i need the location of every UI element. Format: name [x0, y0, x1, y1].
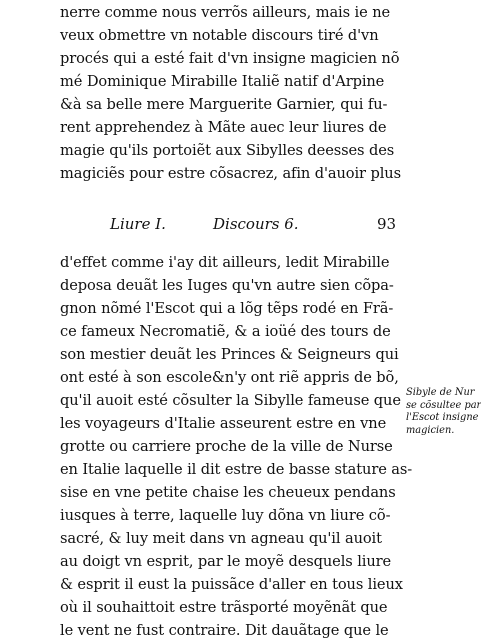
text-line: procés qui a esté fait d'vn insigne magicien nõ: [60, 50, 400, 67]
text-line: sacré, & luy meit dans vn agneau qu'il auoit: [60, 530, 382, 547]
text-line: grotte ou carriere proche de la ville de Nurse: [60, 438, 393, 455]
page-number: 93: [377, 215, 397, 233]
body-paragraph: [60, 251, 413, 642]
text-line: deposa deuãt les Iuges qu'vn autre sien cõpa-: [60, 277, 394, 294]
margin-note-line: magicien.: [406, 424, 455, 436]
text-line: magiciẽs pour estre cõsacrez, afin d'auoir plus: [60, 165, 401, 182]
text-line: son mestier deuãt les Princes & Seigneurs qui: [60, 346, 399, 363]
text-line: les voyageurs d'Italie asseurent estre en vne: [60, 415, 387, 432]
text-line: ce fameux Necromatiẽ, & a ioüé des tours de: [60, 323, 391, 340]
text-line: d'effet comme i'ay dit ailleurs, ledit Mirabille: [60, 254, 390, 271]
text-line: veux obmettre vn notable discours tiré d'vn: [60, 27, 379, 44]
text-line: en Italie laquelle il dit estre de basse stature as-: [60, 461, 413, 478]
text-line: rent apprehendez à Mãte auec leur liures de: [60, 119, 387, 136]
text-line: où il souhaittoit estre trãsporté moyẽnãt que: [60, 599, 388, 616]
text-line: nerre comme nous verrõs ailleurs, mais ie ne: [60, 4, 391, 21]
text-line: magie qu'ils portoiẽt aux Sibylles deesses des: [60, 142, 395, 159]
text-line: qu'il auoit esté cõsulter la Sibylle fameuse que: [60, 392, 401, 409]
text-line: &à sa belle mere Marguerite Garnier, qui fu-: [60, 96, 388, 113]
text-line: iusques à terre, laquelle luy dõna vn liure cõ-: [60, 507, 391, 524]
top-paragraph: [60, 1, 405, 185]
margin-note-line: l'Escot insigne: [406, 412, 479, 423]
text-line: sise en vne petite chaise les cheueux pendans: [60, 484, 396, 501]
text-line: ont esté à son escole&n'y ont riẽ appris de bõ,: [60, 369, 399, 386]
margin-note-line: Sibyle de Nur: [406, 387, 475, 398]
header-discourse-label: Discours 6.: [213, 215, 299, 233]
text-line: le vent ne fust contraire. Dit dauãtage que le: [60, 622, 389, 639]
text-line: au doigt vn esprit, par le moyẽ desquels liure: [60, 553, 392, 570]
header-book-label: Liure I.: [110, 215, 166, 233]
margin-note: [406, 387, 481, 437]
running-header: [60, 212, 405, 236]
text-line: gnon nõmé l'Escot qui a lõg tẽps rodé en Frã-: [60, 300, 394, 317]
margin-note-line: se cõsultee par: [406, 399, 481, 411]
text-line: & esprit il eust la puissãce d'aller en tous lieux: [60, 576, 403, 593]
text-line: mé Dominique Mirabille Italiẽ natif d'Arpine: [60, 73, 385, 90]
